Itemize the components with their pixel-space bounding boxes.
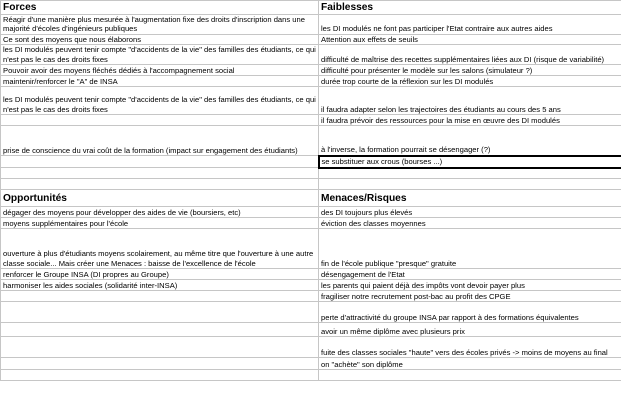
menaces-cell[interactable]: des DI toujours plus élevés [319,207,621,218]
opportunites-header[interactable]: Opportunités [1,190,319,207]
table-row [1,126,621,156]
empty-cell[interactable] [319,179,621,190]
header-row-bottom [1,190,621,207]
forces-cell[interactable] [1,115,319,126]
empty-cell[interactable] [319,370,621,381]
opportunites-cell[interactable]: dégager des moyens pour développer des aides de vie (boursiers, etc) [1,207,319,218]
menaces-cell[interactable]: fuite des classes sociales "haute" vers des écoles privés -> moins de moyens au final [319,337,621,358]
table-row [1,358,621,370]
faiblesses-cell[interactable]: difficulté pour présenter le modèle sur les salons (simulateur ?) [319,65,621,76]
menaces-cell[interactable]: les parents qui paient déjà des impôts vont devoir payer plus [319,280,621,291]
table-row [1,291,621,302]
opportunites-cell[interactable] [1,337,319,358]
empty-row [1,179,621,190]
menaces-cell[interactable]: éviction des classes moyennes [319,218,621,229]
faiblesses-cell[interactable]: il faudra prévoir des ressources pour la mise en œuvre des DI modulés [319,115,621,126]
table-row [1,87,621,115]
empty-row [1,370,621,381]
menaces-cell[interactable]: désengagement de l'Etat [319,269,621,280]
opportunites-cell[interactable] [1,358,319,370]
table-row [1,323,621,337]
forces-cell[interactable] [1,156,319,168]
table-row [1,280,621,291]
header-row-top [1,1,621,15]
forces-cell[interactable]: maintenir/renforcer le "A" de INSA [1,76,319,87]
selected-cell[interactable]: se substituer aux crous (bourses ...) [319,156,621,168]
faiblesses-cell[interactable]: Attention aux effets de seuils [319,34,621,44]
table-row [1,115,621,126]
faiblesses-cell[interactable]: les DI modulés ne font pas participer l'Etat contraire aux autres aides [319,15,621,35]
table-row [1,15,621,35]
faiblesses-cell[interactable]: durée trop courte de la réflexion sur les DI modulés [319,76,621,87]
menaces-header[interactable]: Menaces/Risques [319,190,621,207]
forces-cell[interactable]: prise de conscience du vrai coût de la formation (impact sur engagement des étudiants) [1,126,319,156]
forces-cell[interactable]: les DI modulés peuvent tenir compte "d'accidents de la vie" des familles des étudiants, ce qui n'est pas le cas des droits fixes [1,45,319,65]
forces-header[interactable]: Forces [1,1,319,15]
menaces-cell[interactable]: fragiliser notre recrutement post-bac au profit des CPGE [319,291,621,302]
forces-cell[interactable]: Réagir d'une manière plus mesurée à l'augmentation fixe des droits d'inscription dans une majorité d'écoles d'ingénieurs publiques [1,15,319,35]
menaces-cell[interactable]: fin de l'école publique "presque" gratuite [319,229,621,269]
menaces-cell[interactable]: avoir un même diplôme avec plusieurs prix [319,323,621,337]
forces-cell[interactable]: Ce sont des moyens que nous élaborons [1,34,319,44]
opportunites-cell[interactable] [1,323,319,337]
table-row [1,302,621,323]
table-row [1,156,621,168]
table-row [1,218,621,229]
table-row [1,337,621,358]
opportunites-cell[interactable]: harmoniser les aides sociales (solidarité inter-INSA) [1,280,319,291]
table-row [1,269,621,280]
opportunites-cell[interactable] [1,291,319,302]
menaces-cell[interactable]: on "achète" son diplôme [319,358,621,370]
table-row [1,229,621,269]
table-row [1,45,621,65]
forces-cell[interactable]: Pouvoir avoir des moyens fléchés dédiés à l'accompagnement social [1,65,319,76]
opportunites-cell[interactable] [1,302,319,323]
empty-cell[interactable] [1,179,319,190]
opportunites-cell[interactable]: ouverture à plus d'étudiants moyens scolairement, au même titre que l'ouverture à une autre classe sociale... Mais créer une Menaces : baisse de l'excellence de l'école [1,229,319,269]
forces-cell[interactable]: les DI modulés peuvent tenir compte "d'accidents de la vie" des familles des étudiants, ce qui n'est pas le cas des droits fixes [1,87,319,115]
opportunites-cell[interactable]: renforcer le Groupe INSA (DI propres au Groupe) [1,269,319,280]
empty-cell[interactable] [319,168,621,179]
empty-row [1,168,621,179]
faiblesses-cell[interactable]: difficulté de maîtrise des recettes supplémentaires liées aux DI (risque de variabilité) [319,45,621,65]
menaces-cell[interactable]: perte d'attractivité du groupe INSA par rapport à des formations équivalentes [319,302,621,323]
empty-cell[interactable] [1,168,319,179]
empty-cell[interactable] [1,370,319,381]
opportunites-cell[interactable]: moyens supplémentaires pour l'école [1,218,319,229]
table-row [1,65,621,76]
faiblesses-header[interactable]: Faiblesses [319,1,621,15]
table-row [1,34,621,44]
table-row [1,207,621,218]
faiblesses-cell[interactable]: à l'inverse, la formation pourrait se désengager (?) [319,126,621,156]
table-row [1,76,621,87]
faiblesses-cell[interactable]: il faudra adapter selon les trajectoires des étudiants au cours des 5 ans [319,87,621,115]
